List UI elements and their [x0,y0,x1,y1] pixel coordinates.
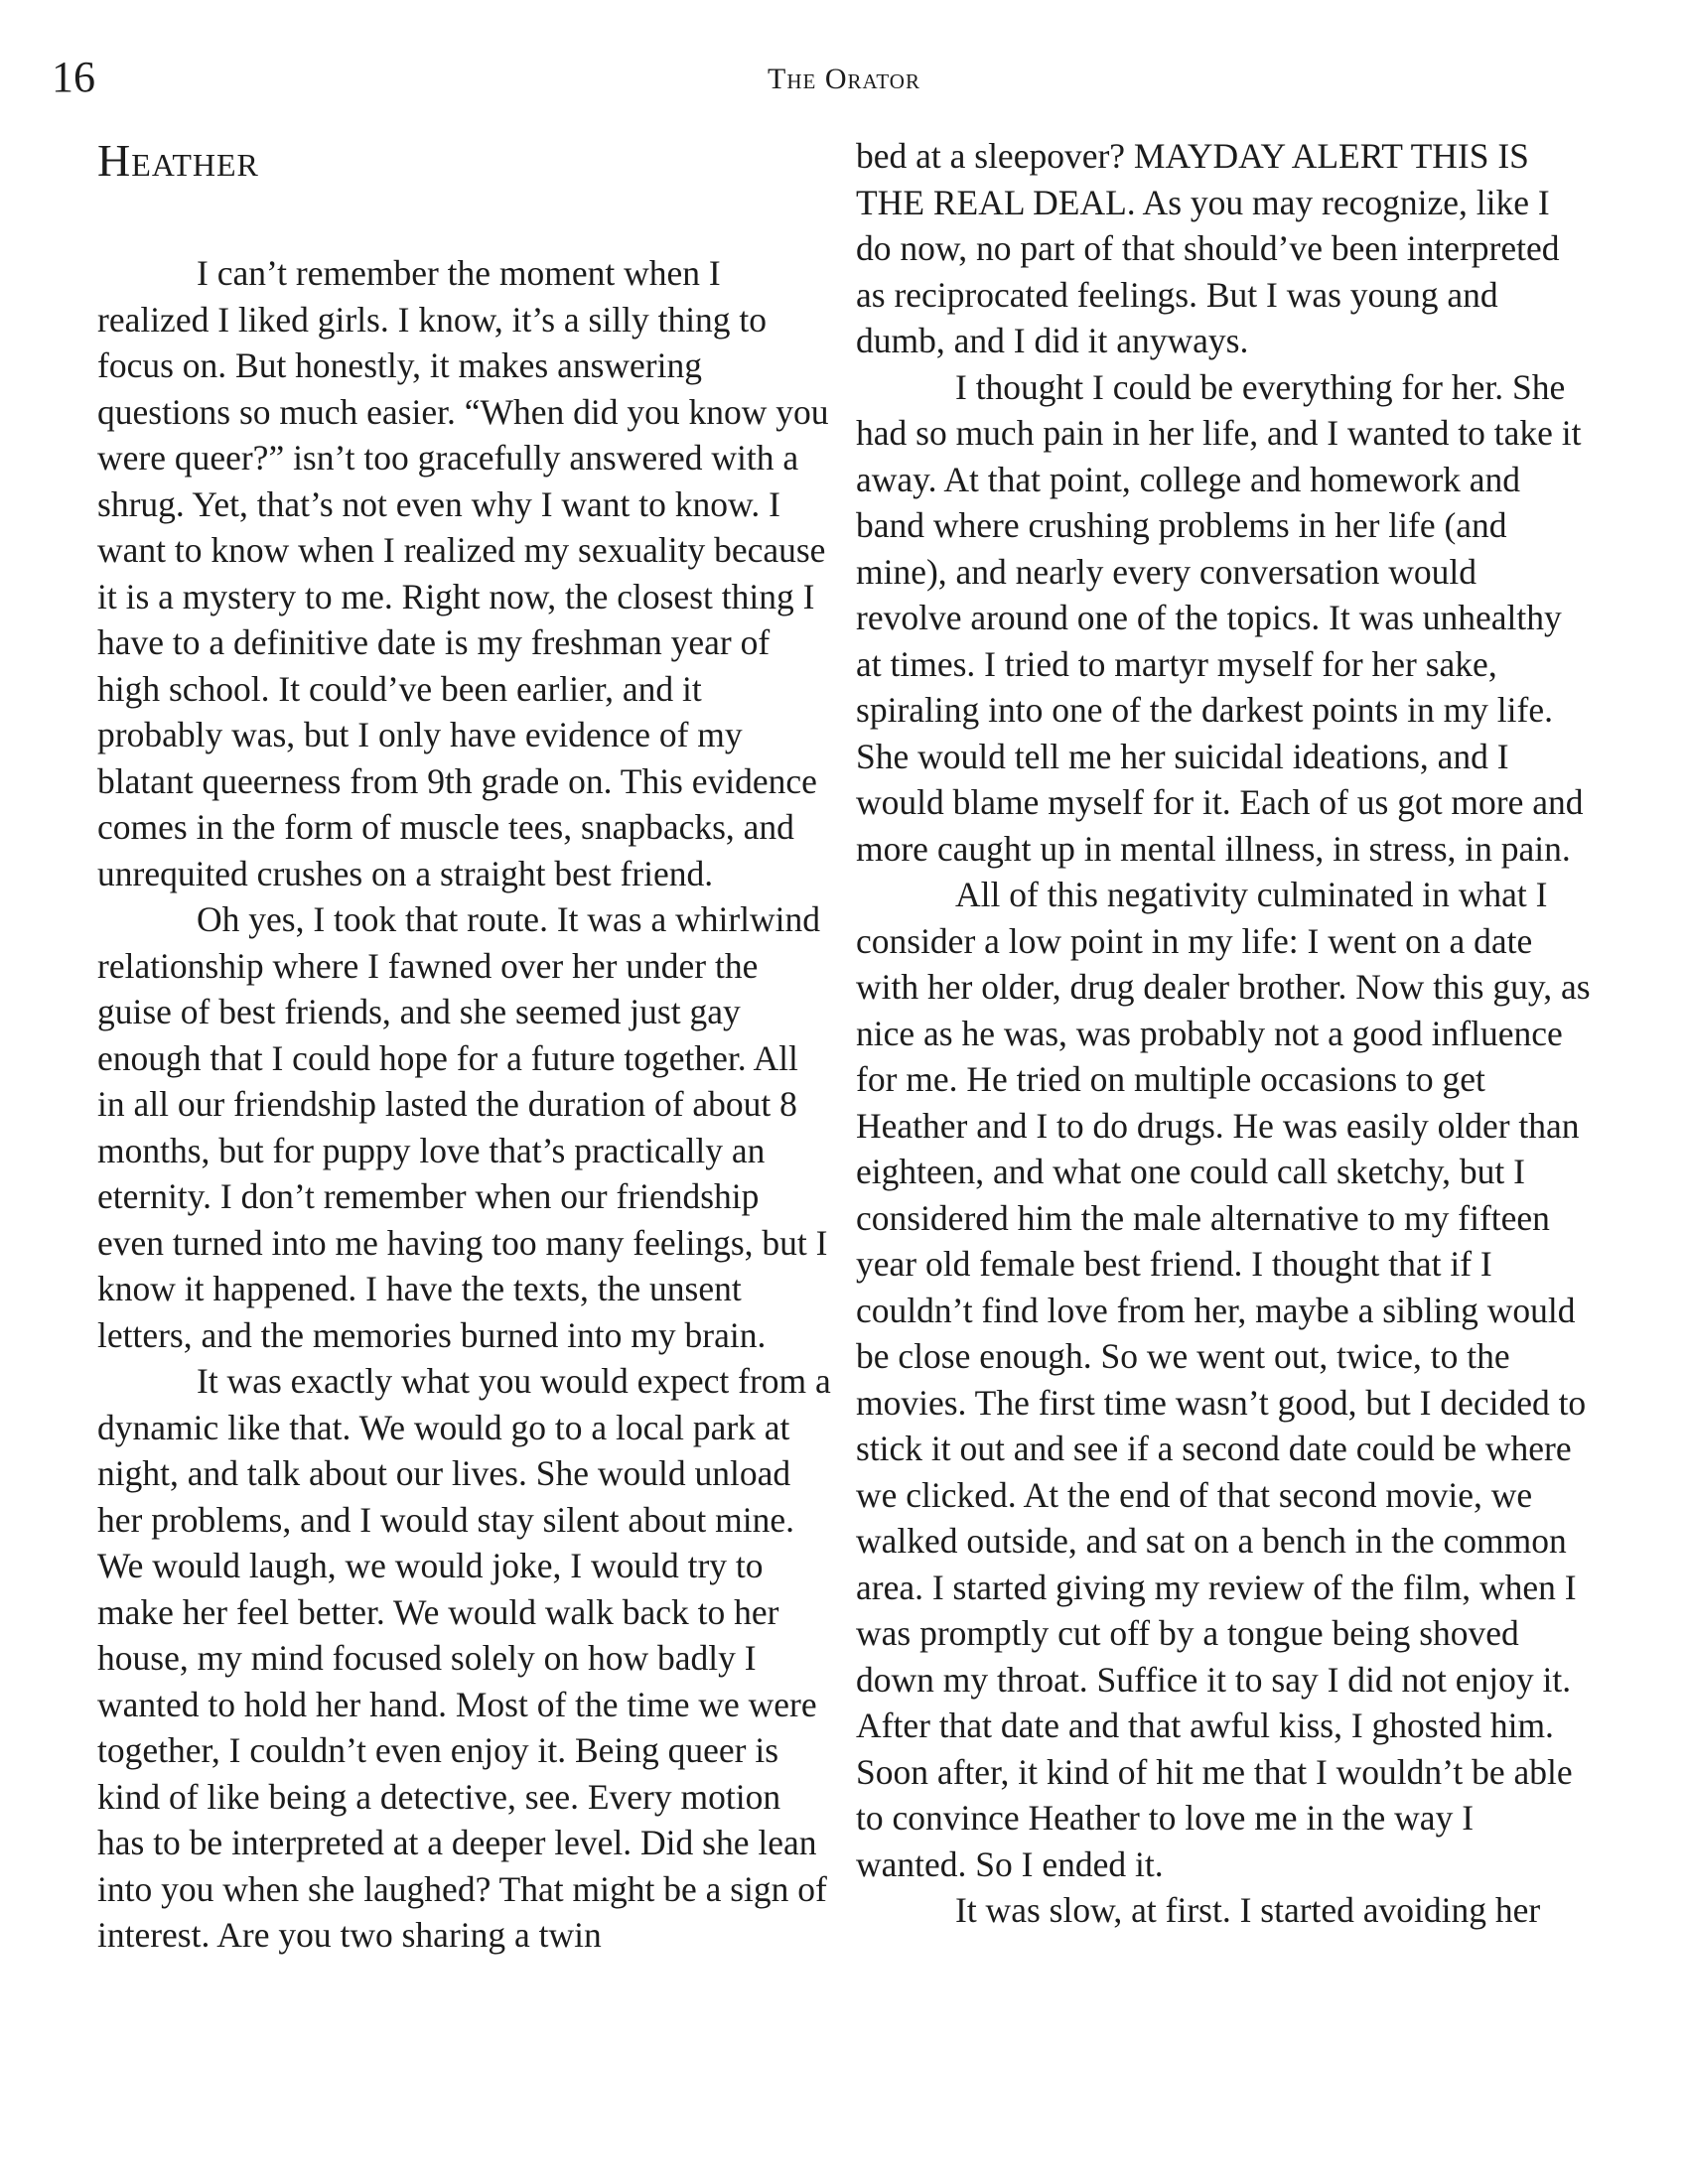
paragraph: It was exactly what you would expect from a dynamic like that. We would go to a local park at night, and talk about our lives. She would unload her problems, and I would stay silent about mine. We would laugh, we would joke, I would try to make her feel better. We would walk back to her house, my mind focused solely on how badly I wanted to hold her hand. Most of the time we were together, I couldn’t even enjoy it. Being queer is kind of like being a detective, see. Every motion has to be interpreted at a deeper level. Did she lean into you when she laughed? That might be a sign of interest. Are you two sharing a twin [97,1361,831,1955]
paragraph: It was slow, at first. I started avoiding her [955,1890,1541,1930]
page-number: 16 [52,53,95,101]
paragraph: I thought I could be everything for her. She had so much pain in her life, and I wanted to take it away. At that point, college and homework and band where crushing problems in her life (and mine), and nearly every conversation would revolve around one of the topics. It was unhealthy at times. I tried to martyr myself for her sake, spiraling into one of the darkest points in my life. She would tell me her suicidal ideations, and I would blame myself for it. Each of us got more and more caught up in mental illness, in stress, in pain. [856,366,1584,869]
paragraph-continuation: bed at a sleepover? MAYDAY ALERT THIS IS THE REAL DEAL. As you may recognize, like I do now, no part of that should’ve been interpreted as reciprocated feelings. But I was young and dumb, and I did it anyways. [856,136,1560,360]
left-column [97,250,832,2116]
running-header: The Orator [768,63,920,95]
paragraph: All of this negativity culminated in what I consider a low point in my life: I went on a date with her older, drug dealer brother. Now this guy, as nice as he was, was probably not a good influence for me. He tried on multiple occasions to get Heather and I to do drugs. He was easily older than eighteen, and what one could call sketchy, but I considered him the male alternative to my fifteen year old female best friend. I thought that if I couldn’t find love from her, maybe a sibling would be close enough. So we went out, twice, to the movies. The first time wasn’t good, but I decided to stick it out and see if a second date could be where we clicked. At the end of that second movie, we walked outside, and sat on a bench in the common area. I started giving my review of the film, when I was promptly cut off by a tongue being shoved down my throat. Suffice it to say I did not enjoy it. After that date and that awful kiss, I ghosted him. Soon after, it kind of hit me that I wouldn’t be able to convince Heather to love me in the way I wanted. So I ended it. [856,875,1591,1884]
paragraph: Oh yes, I took that route. It was a whirlwind relationship where I fawned over her under the guise of best friends, and she seemed just gay enough that I could hope for a future together. All in all our friendship lasted the duration of about 8 months, but for puppy love that’s practically an eternity. I don’t remember when our friendship even turned into me having too many feelings, but I know it happened. I have the texts, the unsent letters, and the memories burned into my brain. [97,899,828,1355]
article-title: Heather [97,135,259,186]
paragraph: I can’t remember the moment when I realized I liked girls. I know, it’s a silly thing to focus on. But honestly, it makes answering questions so much easier. “When did you know you were queer?” isn’t too gracefully answered with a shrug. Yet, that’s not even why I want to know. I want to know when I realized my sexuality because it is a mystery to me. Right now, the closest thing I have to a definitive date is my freshman year of high school. It could’ve been earlier, and it probably was, but I only have evidence of my blatant queerness from 9th grade on. This evidence comes in the form of muscle tees, snapbacks, and unrequited crushes on a straight best friend. [97,253,829,893]
right-column [856,133,1591,2109]
